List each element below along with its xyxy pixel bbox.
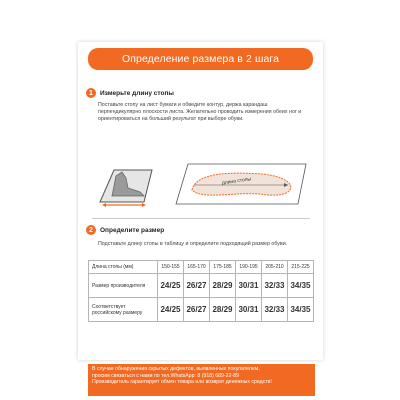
- table-cell: 150-155: [158, 261, 184, 274]
- table-cell: 30/31: [236, 298, 262, 322]
- notice-line-1: В случае обнаружения скрытых дефектов, выявленных покупателем,: [92, 366, 260, 372]
- table-cell: 215-225: [288, 261, 314, 274]
- table-cell: 32/33: [262, 274, 288, 298]
- row-label: Соответствует российскому размеру: [89, 298, 158, 322]
- table-cell: 165-170: [184, 261, 210, 274]
- table-cell: 28/29: [210, 274, 236, 298]
- table-row: [89, 261, 314, 274]
- notice-line-3: Производитель гарантирует обмен товара или возврат денежных средств!: [92, 379, 272, 386]
- step-2-title: Определите размер: [100, 226, 165, 234]
- table-cell: 32/33: [262, 298, 288, 322]
- step-2-description: Подставьте длину стопы в таблицу и определите подходящий размер обуви.: [98, 241, 288, 247]
- table-cell: 175-185: [210, 261, 236, 274]
- table-cell: 26/27: [184, 274, 210, 298]
- foot-measure-illustration: [92, 150, 312, 210]
- table-row: [89, 274, 314, 298]
- step-1-number: 1: [86, 88, 96, 98]
- table-row: [89, 298, 314, 322]
- table-cell: 24/25: [158, 274, 184, 298]
- size-table: [88, 260, 314, 322]
- step-1-title: Измерьте длину стопы: [100, 89, 174, 97]
- table-cell: 190-195: [236, 261, 262, 274]
- step-1-header: [86, 88, 174, 98]
- size-guide-card: [78, 42, 323, 386]
- step-2-number: 2: [86, 225, 96, 235]
- foot-measure-drawing: [92, 150, 312, 210]
- step-2-header: [86, 225, 164, 235]
- table-cell: 34/35: [288, 274, 314, 298]
- table-cell: 28/29: [210, 298, 236, 322]
- foot-length-label: длина стопы: [221, 176, 252, 187]
- step-1-description: Поставьте стопу на лист бумаги и обведите контур, держа карандаш перпендикулярно плоскости листа. Желательно проводить измерения обеих ног и ориентироваться на больший результат при выборе обуви.: [98, 102, 302, 122]
- row-label: Длина стопы (мм): [89, 261, 158, 274]
- warranty-notice: [88, 364, 315, 396]
- row-label: Размер производителя: [89, 274, 158, 298]
- divider: [92, 218, 310, 219]
- title-banner: [88, 48, 313, 70]
- table-cell: 34/35: [288, 298, 314, 322]
- notice-line-2: просим связаться с нами по тел.WhatsApp: 8 (918) 689-22-89: [92, 372, 239, 379]
- page-title: Определение размера в 2 шага: [121, 53, 280, 65]
- table-cell: 24/25: [158, 298, 184, 322]
- table-cell: 30/31: [236, 274, 262, 298]
- table-cell: 205-210: [262, 261, 288, 274]
- table-cell: 26/27: [184, 298, 210, 322]
